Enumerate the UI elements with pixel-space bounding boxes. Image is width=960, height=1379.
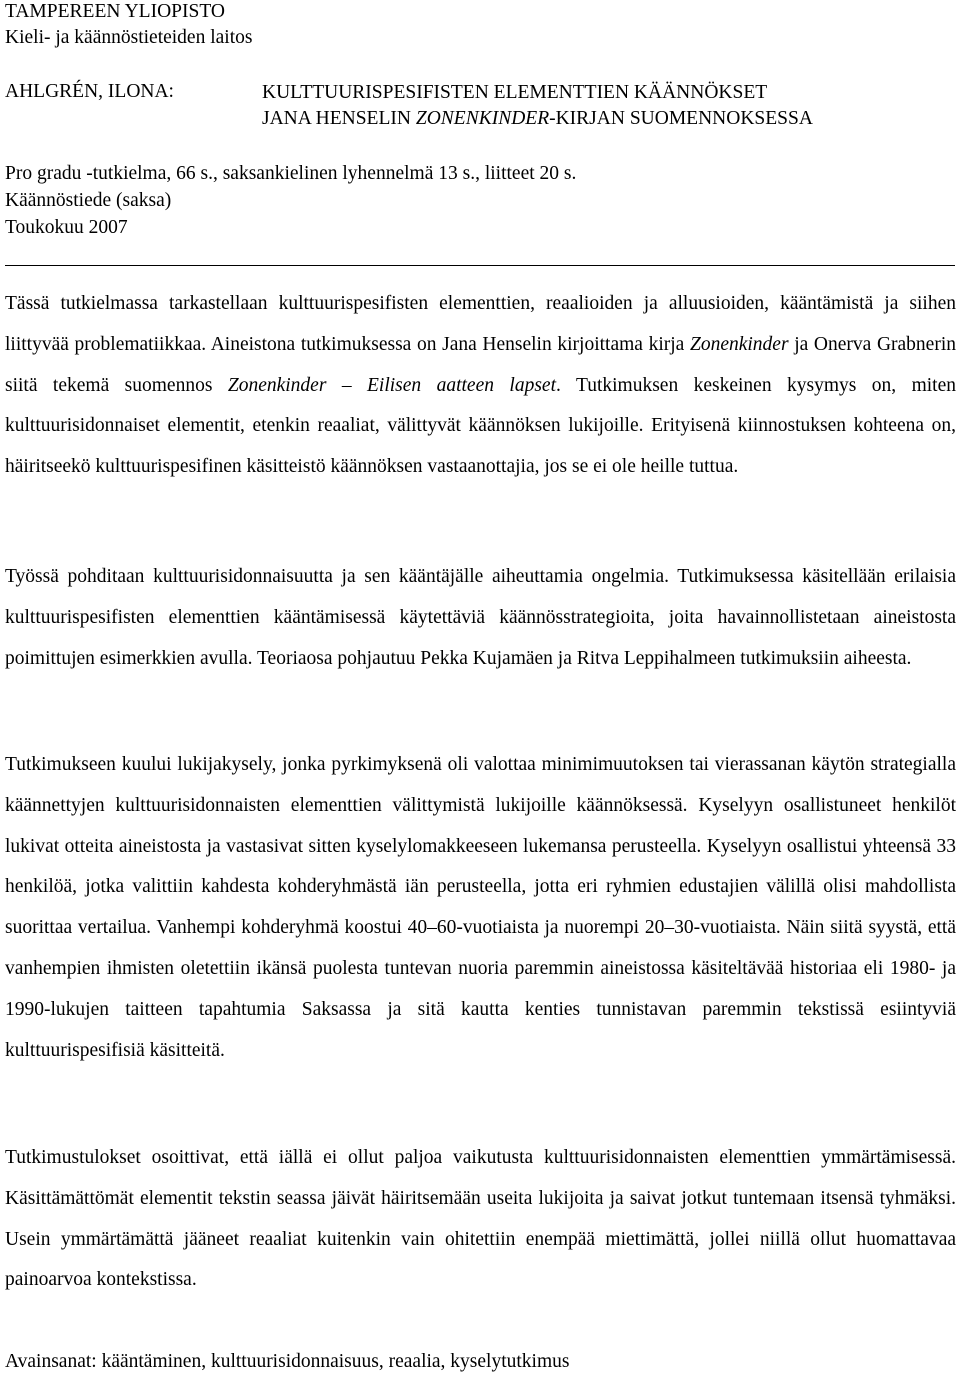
author-name: AHLGRÉN, ILONA: bbox=[5, 81, 174, 102]
abstract-paragraph-3: Tutkimukseen kuului lukijakysely, jonka pyrkimyksenä oli valottaa minimimuutoksen tai vierassanan käytön strategialla käännettyjen kulttuurisidonnaisten elementtien välittymistä lukijoille käännöksessä. Kyselyyn osallistuneet henkilöt lukivat otteita aineistosta ja vastasivat sitten kyselylomakkeeseen lukemansa perusteella. Kyselyyn osallistui yhteensä 33 henkilöä, jotka valittiin kahdesta kohderyhmästä iän perusteella, jotta eri ryhmien edustajien välillä olisi mahdollista suorittaa vertailua. Vanhempi kohderyhmä koostui 40–60-vuotiaista ja nuorempi 20–30-vuotiaista. Näin siitä syystä, että vanhempien ihmisten oletettiin ikänsä puolesta tuntevan nuoria paremmin aineistossa käsiteltävää historiaa eli 1980- ja 1990-lukujen taitteen tapahtumia Saksassa ja sitä kautta kenties tunnistavan paremmin tekstissä esiintyviä kulttuurispesifisiä käsitteitä. bbox=[5, 754, 956, 1061]
title-part-before: JANA HENSELIN bbox=[262, 108, 416, 129]
thesis-subject: Käännöstiede (saksa) bbox=[5, 190, 172, 211]
p1-translation-title: Zonenkinder – Eilisen aatteen lapset bbox=[227, 374, 557, 396]
p1-book-title: Zonenkinder bbox=[689, 333, 789, 355]
department-name: Kieli- ja käännöstieteiden laitos bbox=[5, 27, 253, 48]
abstract-paragraph-2: Työssä pohditaan kulttuurisidonnaisuutta ja sen kääntäjälle aiheuttamia ongelmia. Tutkimuksessa käsitellään erilaisia kulttuurispesifisten elementtien kääntämisessä käytettäviä käännösstrategioita, joita havainnollistetaan aineistosta poimittujen esimerkkien avulla. Teoriaosa pohjautuu Pekka Kujamäen ja Ritva Leppihalmeen tutkimuksiin aiheesta. bbox=[5, 566, 956, 669]
abstract-paragraph-1 bbox=[5, 284, 956, 488]
title-part-italic: ZONENKINDER bbox=[415, 108, 550, 129]
p1-text-e: . Tutkimuksen keskeinen kysymys on, miten kulttuurisidonnaiset elementit, etenkin reaaliat, välittyvät käännöksen lukijoille. Erityisenä kiinnostuksen kohteena on, häiritseekö kulttuurispesifinen käsitteistö käännöksen vastaanottajia, jos se ei ole heille tuttua. bbox=[5, 374, 956, 478]
thesis-title-line-2 bbox=[262, 106, 813, 132]
title-part-after: -KIRJAN SUOMENNOKSESSA bbox=[549, 108, 813, 129]
thesis-info: Pro gradu -tutkielma, 66 s., saksankielinen lyhennelmä 13 s., liitteet 20 s. bbox=[5, 163, 577, 184]
abstract-paragraph-4: Tutkimustulokset osoittivat, että iällä ei ollut paljoa vaikutusta kulttuurisidonnaisten elementtien ymmärtämisessä. Käsittämättömät elementit tekstin seassa jäivät häiritsemään useita lukijoita ja saivat jotkut tuntemaan itsensä tyhmäksi. Usein ymmärtämättä jääneet reaaliat kuitenkin vain ohitettiin enempää miettimättä, jollei niillä ollut huomattavaa painoarvoa kontekstissa. bbox=[5, 1147, 956, 1291]
thesis-title-line-1: KULTTUURISPESIFISTEN ELEMENTTIEN KÄÄNNÖKSET bbox=[262, 82, 768, 103]
section-divider bbox=[5, 265, 955, 266]
thesis-date: Toukokuu 2007 bbox=[5, 217, 128, 238]
university-name: TAMPEREEN YLIOPISTO bbox=[5, 1, 225, 22]
p1-text-a: Tässä tutkielmassa tarkastellaan kulttuurispesifisten elementtien, reaalioiden ja alluusioiden, kääntämistä ja siihen liittyvää problematiikkaa. Aineistona tutkimuksessa on Jana Henselin kirjoittama kirja bbox=[5, 293, 956, 355]
thesis-title bbox=[262, 80, 813, 132]
keywords-line: Avainsanat: kääntäminen, kulttuurisidonnaisuus, reaalia, kyselytutkimus bbox=[5, 1351, 570, 1372]
p1-text-c: ja Onerva Grabnerin siitä tekemä suomennos bbox=[5, 333, 956, 396]
